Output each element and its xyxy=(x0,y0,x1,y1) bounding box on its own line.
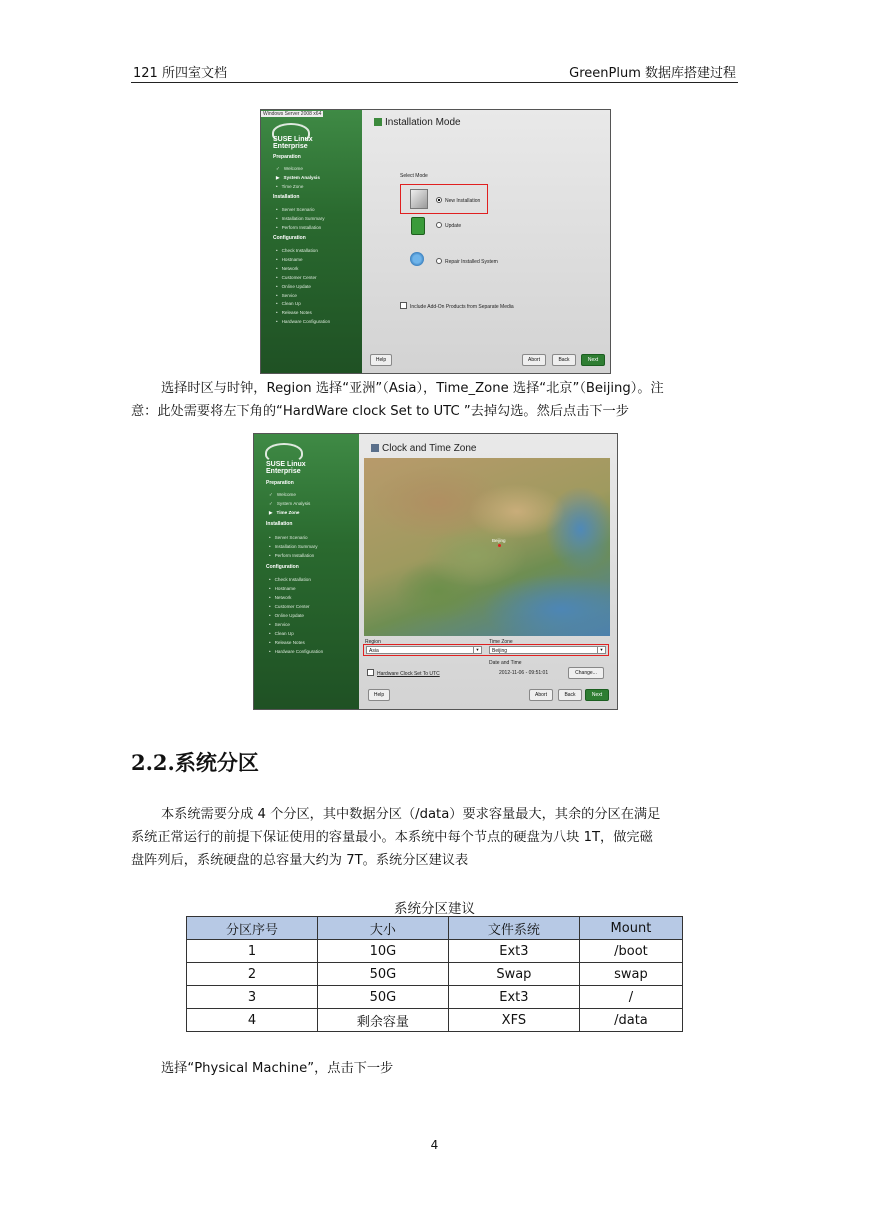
addon-checkbox[interactable]: Include Add-On Products from Separate Media xyxy=(400,302,514,310)
sidebar2-item-service: • Service xyxy=(269,622,290,627)
repair-option[interactable]: Repair Installed System xyxy=(436,258,498,265)
col-header-size: 大小 xyxy=(317,917,448,940)
timezone-instructions-line-2: 意：此处需要将左下角的“HardWare clock Set to UTC ”去掉勾选。然后点击下一步 xyxy=(131,404,629,419)
sidebar2-item-clean-up: • Clean Up xyxy=(269,631,294,636)
section-title: 2.2.系统分区 xyxy=(131,750,259,775)
beijing-marker-icon xyxy=(498,544,501,547)
cell-mount: /data xyxy=(579,1009,682,1032)
table-caption: 系统分区建议 xyxy=(394,901,475,917)
header-divider xyxy=(131,82,738,83)
preparation-label: Preparation xyxy=(273,154,301,160)
update-option[interactable]: Update xyxy=(436,222,461,229)
cell-mount: /boot xyxy=(579,940,682,963)
region-label: Region xyxy=(365,639,381,645)
update-icon xyxy=(411,217,425,235)
configuration-label: Configuration xyxy=(273,235,306,241)
timezone-select[interactable]: Beijing ▼ xyxy=(489,646,606,654)
cell-filesystem: Ext3 xyxy=(448,940,579,963)
table-header-row xyxy=(187,917,683,940)
installation-label-2: Installation xyxy=(266,521,293,527)
sidebar-item-installation-summary: • Installation Summary xyxy=(276,216,325,221)
sidebar2-item-perform-installation: • Perform Installation xyxy=(269,553,314,558)
new-installation-icon xyxy=(410,189,428,209)
sidebar-item-clean-up: • Clean Up xyxy=(276,301,301,306)
sidebar-item-perform-installation: • Perform Installation xyxy=(276,225,321,230)
sidebar2-item-customer-center: • Customer Center xyxy=(269,604,310,609)
brand-line-2: Enterprise xyxy=(273,143,308,150)
partition-table xyxy=(186,916,683,1032)
region-select[interactable]: Asia ▼ xyxy=(366,646,482,654)
col-header-index: 分区序号 xyxy=(187,917,318,940)
sidebar-item-hardware-configuration: • Hardware Configuration xyxy=(276,319,330,324)
datetime-value: 2012-11-06 - 09:51:01 xyxy=(499,670,549,676)
next-button[interactable]: Next xyxy=(581,354,605,366)
back-button[interactable]: Back xyxy=(552,354,576,366)
main-pane-2 xyxy=(359,434,617,709)
sidebar-item-system-analysis: ▶ System Analysis xyxy=(276,175,320,181)
new-installation-option[interactable]: New Installation xyxy=(436,197,480,204)
timezone-label: Time Zone xyxy=(489,639,513,645)
clock-icon xyxy=(371,444,379,452)
header-left: 121 所四室文档 xyxy=(133,66,227,81)
partition-description-line-1: 本系统需要分成 4 个分区，其中数据分区（/data）要求容量最大，其余的分区在满足 xyxy=(161,807,661,822)
back-button-2[interactable]: Back xyxy=(558,689,582,701)
sidebar-item-customer-center: • Customer Center xyxy=(276,275,317,280)
installation-label: Installation xyxy=(273,194,300,200)
cell-size: 10G xyxy=(317,940,448,963)
suse-sidebar xyxy=(261,110,362,373)
partition-description xyxy=(131,803,738,872)
cell-mount: swap xyxy=(579,963,682,986)
timezone-instructions-line-1: 选择时区与时钟，Region 选择“亚洲”（Asia），Time_Zone 选择“北京”（Beijing）。注 xyxy=(161,381,664,396)
preparation-label-2: Preparation xyxy=(266,480,294,486)
cell-filesystem: Swap xyxy=(448,963,579,986)
abort-button[interactable]: Abort xyxy=(522,354,546,366)
suse-sidebar-2 xyxy=(254,434,359,709)
table-row xyxy=(187,1009,683,1032)
cell-mount: / xyxy=(579,986,682,1009)
cell-size: 50G xyxy=(317,986,448,1009)
brand-line-1: SUSE Linux xyxy=(273,136,313,143)
sidebar2-item-server-scenario: • Server Scenario xyxy=(269,535,308,540)
region-chevron-down-icon: ▼ xyxy=(473,647,481,653)
sidebar2-item-network: • Network xyxy=(269,595,291,600)
clock-timezone-title: Clock and Time Zone xyxy=(371,443,477,454)
next-button-2[interactable]: Next xyxy=(585,689,609,701)
cell-index: 3 xyxy=(187,986,318,1009)
page-number: 4 xyxy=(430,1138,439,1152)
repair-icon xyxy=(410,252,424,266)
sidebar2-item-online-update: • Online Update xyxy=(269,613,304,618)
sidebar-item-server-scenario: • Server Scenario xyxy=(276,207,315,212)
sidebar2-item-time-zone: ▶ Time Zone xyxy=(269,510,299,516)
sidebar-item-hostname: • Hostname xyxy=(276,257,303,262)
table-row xyxy=(187,986,683,1009)
help-button[interactable]: Help xyxy=(370,354,392,366)
physical-machine-instruction-line: 选择“Physical Machine”，点击下一步 xyxy=(161,1061,394,1076)
cell-size: 50G xyxy=(317,963,448,986)
col-header-filesystem: 文件系统 xyxy=(448,917,579,940)
help-button-2[interactable]: Help xyxy=(368,689,390,701)
sidebar-item-service: • Service xyxy=(276,293,297,298)
abort-button-2[interactable]: Abort xyxy=(529,689,553,701)
map-city-label: Beijing xyxy=(492,538,506,543)
col-header-mount: Mount xyxy=(579,917,682,940)
change-button[interactable]: Change... xyxy=(568,667,604,679)
sidebar2-item-check-installation: • Check Installation xyxy=(269,577,311,582)
window-title: Windows Server 2008 x64 xyxy=(263,111,322,117)
suse-logo-icon-2 xyxy=(265,443,303,463)
sidebar-item-online-update: • Online Update xyxy=(276,284,311,289)
sidebar-item-check-installation: • Check Installation xyxy=(276,248,318,253)
cell-size: 剩余容量 xyxy=(317,1009,448,1032)
sidebar2-item-welcome: ✓ Welcome xyxy=(269,492,296,498)
installer-icon xyxy=(374,118,382,126)
table-row xyxy=(187,940,683,963)
brand-2-line-1: SUSE Linux xyxy=(266,461,306,468)
sidebar-item-network: • Network xyxy=(276,266,298,271)
installation-mode-screenshot xyxy=(260,109,611,374)
cell-filesystem: XFS xyxy=(448,1009,579,1032)
cell-index: 2 xyxy=(187,963,318,986)
select-mode-label: Select Mode xyxy=(400,173,428,179)
clock-timezone-screenshot xyxy=(253,433,618,710)
sidebar2-item-installation-summary: • Installation Summary xyxy=(269,544,318,549)
sidebar2-item-release-notes: • Release Notes xyxy=(269,640,305,645)
timezone-instructions xyxy=(131,377,738,423)
sidebar2-item-hostname: • Hostname xyxy=(269,586,296,591)
cell-index: 1 xyxy=(187,940,318,963)
sidebar-item-release-notes: • Release Notes xyxy=(276,310,312,315)
main-pane xyxy=(362,110,610,373)
sidebar-item-welcome: ✓ Welcome xyxy=(276,166,303,172)
partition-description-line-3: 盘阵列后，系统硬盘的总容量大约为 7T。系统分区建议表 xyxy=(131,853,469,868)
header-right: GreenPlum 数据库搭建过程 xyxy=(569,66,736,81)
cell-filesystem: Ext3 xyxy=(448,986,579,1009)
datetime-label: Date and Time xyxy=(489,660,522,666)
sidebar2-item-system-analysis: ✓ System Analysis xyxy=(269,501,310,507)
installation-mode-title: Installation Mode xyxy=(374,117,461,128)
hwclock-checkbox[interactable]: Hardware Clock Set To UTC xyxy=(367,669,440,677)
cell-index: 4 xyxy=(187,1009,318,1032)
physical-machine-instruction xyxy=(131,1057,738,1080)
table-row xyxy=(187,963,683,986)
partition-description-line-2: 系统正常运行的前提下保证使用的容量最小。本系统中每个节点的硬盘为八块 1T，做完磁 xyxy=(131,830,653,845)
configuration-label-2: Configuration xyxy=(266,564,299,570)
timezone-chevron-down-icon: ▼ xyxy=(597,647,605,653)
world-map[interactable] xyxy=(364,458,610,636)
sidebar-item-time-zone: • Time Zone xyxy=(276,184,303,189)
brand-2-line-2: Enterprise xyxy=(266,468,301,475)
sidebar2-item-hardware-configuration: • Hardware Configuration xyxy=(269,649,323,654)
